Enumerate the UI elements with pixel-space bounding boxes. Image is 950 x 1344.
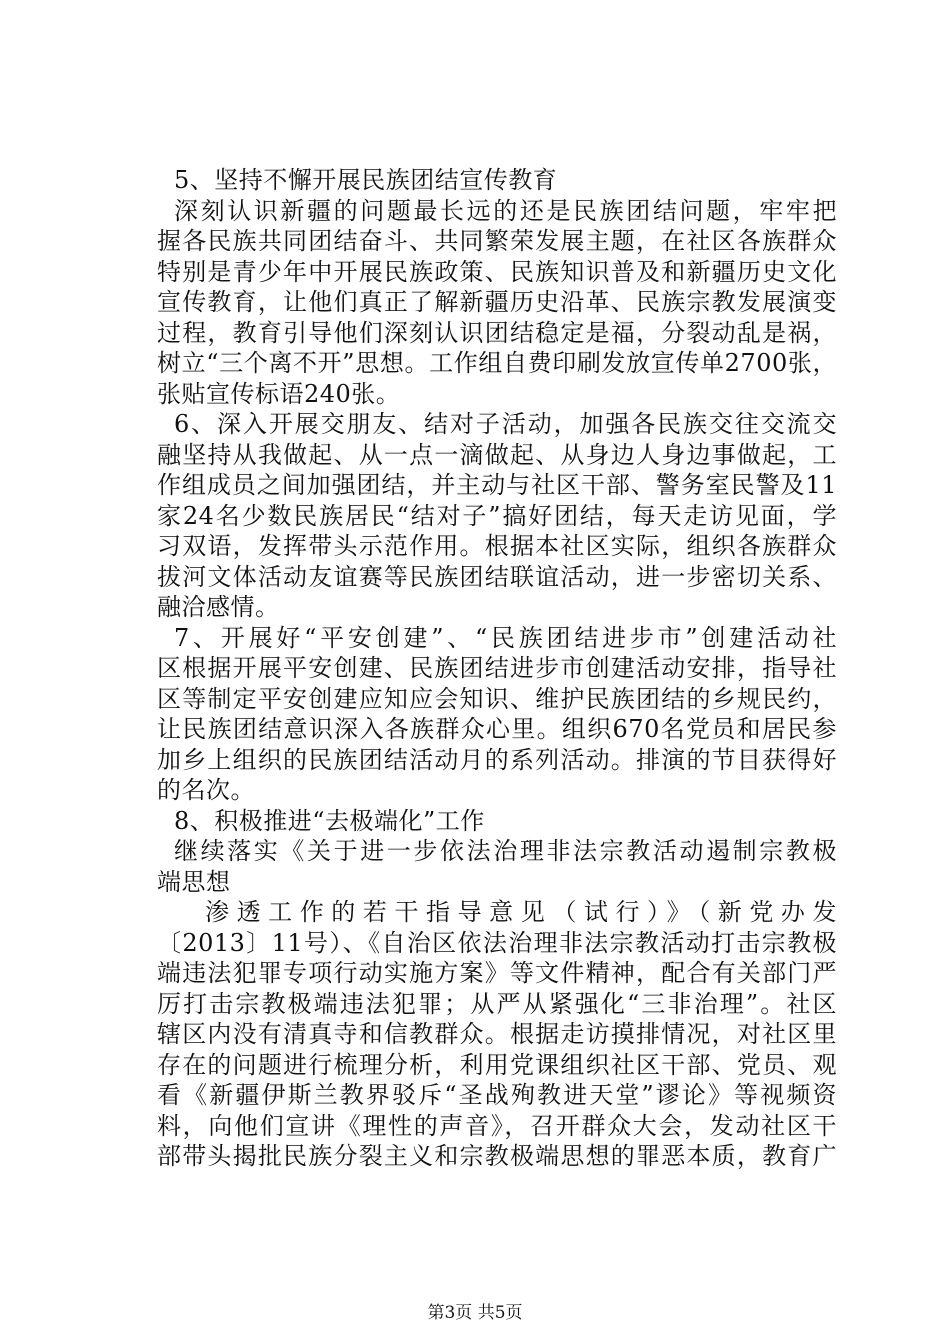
text-line: 渗透工作的若干指导意见（试行）》（新党办发 bbox=[205, 898, 837, 926]
text-line: 宣传教育，让他们真正了解新疆历史沿革、民族宗教发展演变 bbox=[157, 288, 837, 316]
text-line: 拔河文体活动友谊赛等民族团结联谊活动，进一步密切关系、 bbox=[157, 562, 837, 591]
text-line: 作组成员之间加强团结，并主动与社区干部、警务室民警及11 bbox=[157, 471, 837, 499]
text-line: 存在的问题进行梳理分析，利用党课组织社区干部、党员、观 bbox=[157, 1050, 837, 1079]
text-line: 融洽感情。 bbox=[157, 593, 280, 621]
text-line: 端违法犯罪专项行动实施方案》等文件精神，配合有关部门严 bbox=[157, 959, 837, 987]
text-line: 部带头揭批民族分裂主义和宗教极端思想的罪恶本质，教育广 bbox=[157, 1142, 837, 1170]
text-line: 继续落实《关于进一步依法治理非法宗教活动遏制宗教极 bbox=[174, 837, 837, 865]
page-footer: 第3页 共5页 bbox=[427, 1303, 523, 1323]
text-line: 厉打击宗教极端违法犯罪；从严从紧强化“三非治理”。社区 bbox=[157, 989, 837, 1018]
text-line: 加乡上组织的民族团结活动月的系列活动。排演的节目获得好 bbox=[157, 745, 837, 774]
text-line: 握各民族共同团结奋斗、共同繁荣发展主题，在社区各族群众 bbox=[157, 227, 837, 255]
text-line: 区等制定平安创建应知应会知识、维护民族团结的乡规民约， bbox=[157, 684, 837, 713]
section-heading-8: 8、积极推进“去极端化”工作 bbox=[174, 806, 485, 835]
text-line: 端思想 bbox=[157, 867, 231, 896]
text-line: 融坚持从我做起、从一点一滴做起、从身边人身边事做起，工 bbox=[157, 440, 837, 469]
text-line: 张贴宣传标语240张。 bbox=[157, 379, 401, 408]
text-line: 的名次。 bbox=[157, 776, 255, 804]
text-line: 特别是青少年中开展民族政策、民族知识普及和新疆历史文化 bbox=[157, 257, 837, 286]
text-line: 看《新疆伊斯兰教界驳斥“圣战殉教进天堂”谬论》等视频资 bbox=[157, 1081, 837, 1109]
text-line: 让民族团结意识深入各族群众心里。组织670名党员和居民参 bbox=[157, 715, 837, 743]
text-line: 家24名少数民族居民“结对子”搞好团结，每天走访见面，学 bbox=[157, 501, 837, 530]
text-line: 区根据开展平安创建、民族团结进步市创建活动安排，指导社 bbox=[157, 654, 837, 682]
body-text bbox=[157, 165, 837, 1172]
text-line: 〔2013〕11号）、《自治区依法治理非法宗教活动打击宗教极 bbox=[157, 928, 837, 957]
section-heading-6: 6、深入开展交朋友、结对子活动，加强各民族交往交流交 bbox=[174, 410, 837, 438]
section-heading-7: 7、开展好“平安创建”、“民族团结进步市”创建活动社 bbox=[174, 623, 837, 652]
text-line: 过程，教育引导他们深刻认识团结稳定是福，分裂动乱是祸， bbox=[157, 318, 837, 347]
text-line: 辖区内没有清真寺和信教群众。根据走访摸排情况，对社区里 bbox=[157, 1020, 837, 1048]
text-line: 料，向他们宣讲《理性的声音》，召开群众大会，发动社区干 bbox=[157, 1111, 837, 1140]
text-line: 习双语，发挥带头示范作用。根据本社区实际，组织各族群众 bbox=[157, 532, 837, 560]
text-line: 深刻认识新疆的问题最长远的还是民族团结问题，牢牢把 bbox=[174, 196, 837, 225]
text-line: 树立“三个离不开”思想。工作组自费印刷发放宣传单2700张， bbox=[157, 349, 837, 377]
section-heading-5: 5、坚持不懈开展民族团结宣传教育 bbox=[174, 166, 558, 194]
